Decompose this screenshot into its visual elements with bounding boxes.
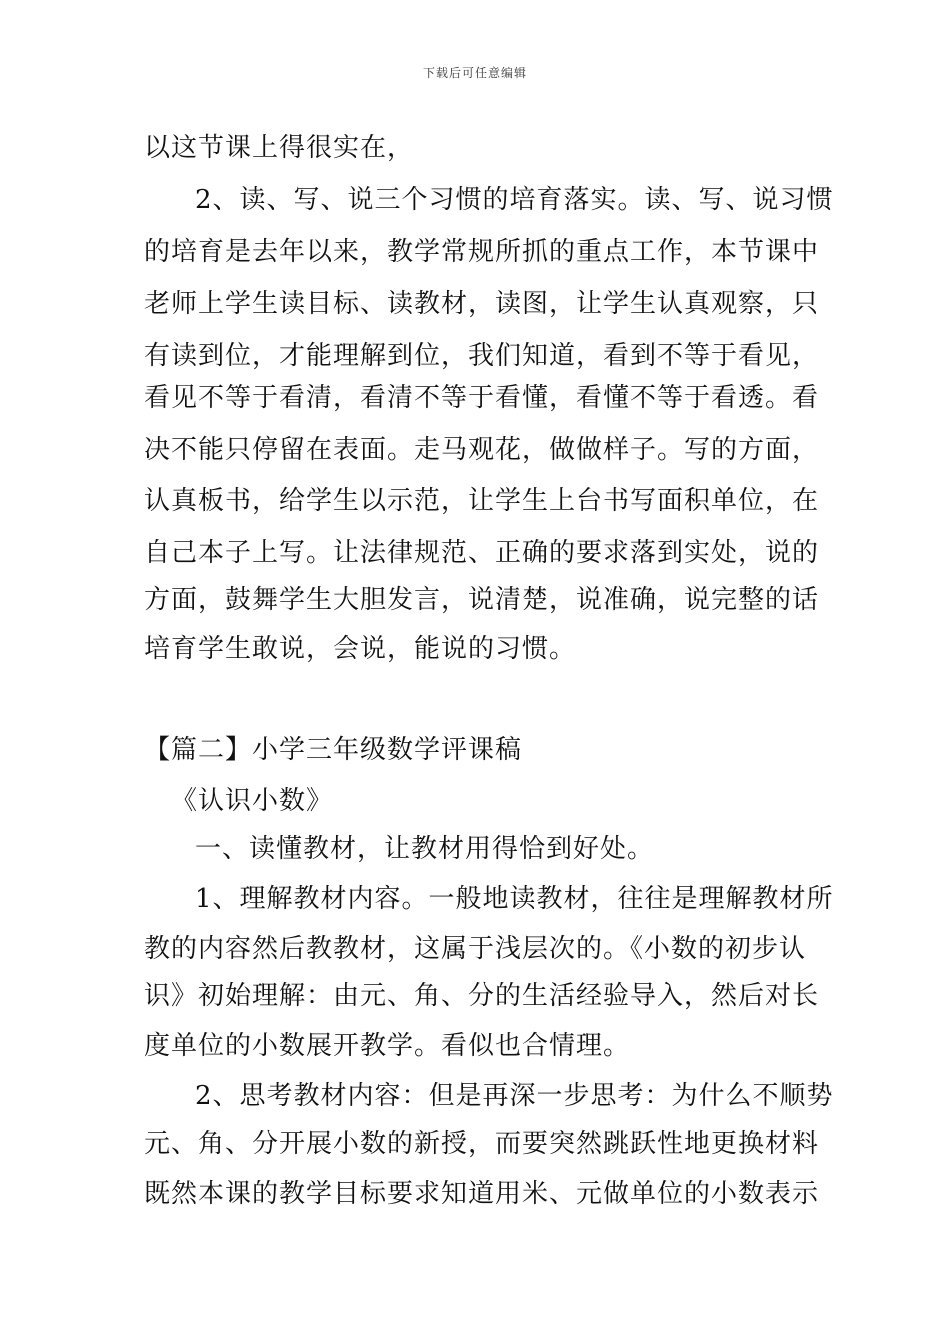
body-line: 自己本子上写。让法律规范、正确的要求落到实处，说的 <box>144 538 820 568</box>
body-line: 识》初始理解：由元、角、分的生活经验导入，然后对长 <box>144 981 820 1011</box>
body-line: 2、思考教材内容：但是再深一步思考：为什么不顺势 <box>195 1081 834 1111</box>
body-line: 方面，鼓舞学生大胆发言，说清楚，说准确，说完整的话 <box>144 585 820 615</box>
body-line: 一、读懂教材，让教材用得恰到好处。 <box>195 834 655 864</box>
body-line: 老师上学生读目标、读教材，读图，让学生认真观察，只 <box>144 289 820 319</box>
body-line: 既然本课的教学目标要求知道用米、元做单位的小数表示 <box>144 1179 820 1209</box>
body-line: 决不能只停留在表面。走马观花，做做样子。写的方面， <box>144 435 820 465</box>
body-line: 2、读、写、说三个习惯的培育落实。读、写、说习惯 <box>195 185 834 215</box>
section-heading: 【篇二】小学三年级数学评课稿 <box>144 735 523 765</box>
body-line: 有读到位，才能理解到位，我们知道，看到不等于看见， <box>144 341 820 371</box>
body-line: 培育学生敢说，会说，能说的习惯。 <box>144 634 577 664</box>
section-subtitle: 《认识小数》 <box>171 786 334 816</box>
body-line: 看见不等于看清，看清不等于看懂，看懂不等于看透。看 <box>144 383 820 413</box>
body-line: 以这节课上得很实在， <box>144 133 415 163</box>
body-line: 认真板书，给学生以示范，让学生上台书写面积单位，在 <box>144 486 820 516</box>
body-line: 元、角、分开展小数的新授，而要突然跳跃性地更换材料 <box>144 1129 820 1159</box>
body-line: 度单位的小数展开教学。看似也合情理。 <box>144 1031 631 1061</box>
page-header: 下载后可任意编辑 <box>422 66 527 80</box>
body-line: 1、理解教材内容。一般地读教材，往往是理解教材所 <box>195 884 834 914</box>
body-line: 的培育是去年以来，教学常规所抓的重点工作，本节课中 <box>144 237 820 267</box>
body-line: 教的内容然后教教材，这属于浅层次的。《小数的初步认 <box>144 934 807 964</box>
